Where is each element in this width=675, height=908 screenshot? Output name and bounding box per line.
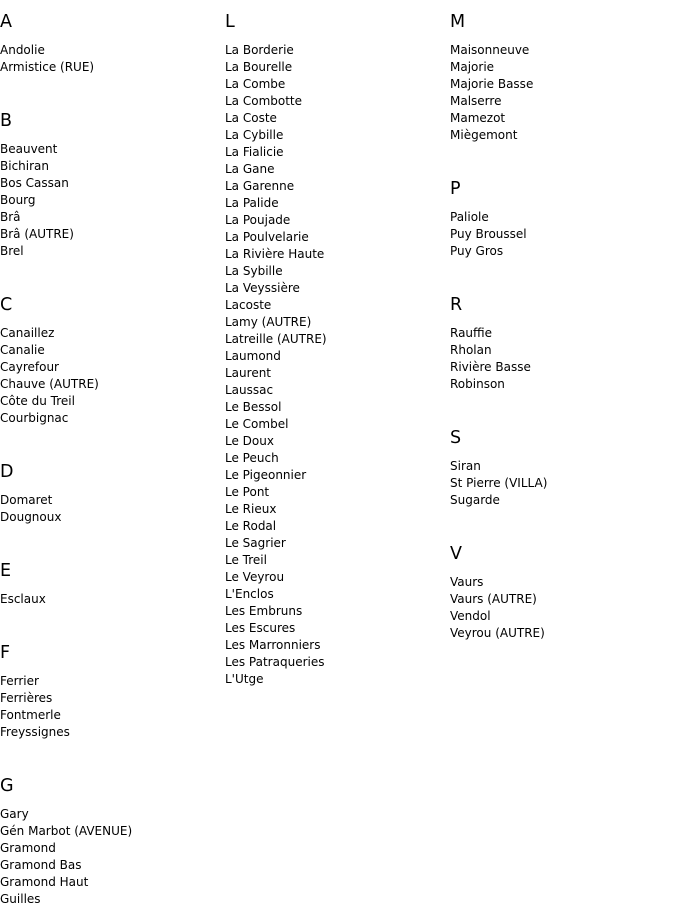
list-item: Gramond Bas [0, 858, 82, 872]
list-item: La Rivière Haute [225, 247, 325, 261]
list-item: Majorie Basse [450, 77, 534, 91]
list-item: La Bourelle [225, 60, 293, 74]
list-item: Bourg [0, 193, 36, 207]
list-item: Paliole [450, 210, 489, 224]
name-list [0, 315, 215, 427]
list-item: Le Combel [225, 417, 289, 431]
letter-group-d [0, 450, 215, 549]
list-item: Canalie [0, 343, 45, 357]
list-item: Lamy (AUTRE) [225, 315, 312, 329]
list-item: Le Rodal [225, 519, 277, 533]
list-item: La Veyssière [225, 281, 300, 295]
column-2 [225, 0, 440, 688]
group-spacer [450, 144, 665, 167]
letter-heading: F [0, 643, 11, 663]
list-item: Laumond [225, 349, 281, 363]
list-item: Puy Broussel [450, 227, 527, 241]
name-list [0, 131, 215, 260]
list-item: Le Sagrier [225, 536, 286, 550]
column-1 [0, 0, 215, 908]
letter-heading: R [450, 295, 463, 315]
list-item: Rivière Basse [450, 360, 531, 374]
list-item: Les Marronniers [225, 638, 321, 652]
list-item: Brâ [0, 210, 21, 224]
letter-group-s [450, 416, 665, 532]
list-item: La Sybille [225, 264, 283, 278]
letter-group-b [0, 99, 215, 283]
list-item: Gary [0, 807, 29, 821]
group-spacer [0, 427, 215, 450]
list-item: Maisonneuve [450, 43, 530, 57]
list-item: La Combotte [225, 94, 303, 108]
list-item: Rauffie [450, 326, 493, 340]
name-list [0, 32, 215, 76]
letter-group-l [225, 0, 440, 688]
list-item: La Garenne [225, 179, 295, 193]
letter-group-g [0, 764, 215, 908]
list-item: Siran [450, 459, 481, 473]
list-item: Cayrefour [0, 360, 59, 374]
group-spacer [0, 741, 215, 764]
name-list [450, 564, 665, 642]
list-item: Malserre [450, 94, 502, 108]
name-list [0, 663, 215, 741]
list-item: La Poujade [225, 213, 291, 227]
list-item: Vendol [450, 609, 491, 623]
list-item: Le Pigeonnier [225, 468, 307, 482]
list-item: L'Utge [225, 672, 264, 686]
list-item: Lacoste [225, 298, 272, 312]
column-3 [450, 0, 665, 642]
list-item: La Cybille [225, 128, 284, 142]
list-item: La Borderie [225, 43, 294, 57]
list-item: Le Rieux [225, 502, 277, 516]
list-item: La Coste [225, 111, 277, 125]
list-item: Laussac [225, 383, 274, 397]
group-spacer [0, 76, 215, 99]
letter-group-e [0, 549, 215, 631]
list-item: Mamezot [450, 111, 506, 125]
list-item: Les Embruns [225, 604, 303, 618]
list-item: Domaret [0, 493, 53, 507]
list-item: St Pierre (VILLA) [450, 476, 548, 490]
name-list [450, 199, 665, 260]
list-item: Brel [0, 244, 24, 258]
list-item: Canaillez [0, 326, 55, 340]
list-item: Le Peuch [225, 451, 279, 465]
list-item: La Palide [225, 196, 279, 210]
list-item: Guilles [0, 892, 41, 906]
list-item: Beauvent [0, 142, 58, 156]
list-item: Laurent [225, 366, 272, 380]
name-list [450, 448, 665, 509]
group-spacer [0, 608, 215, 631]
list-item: Majorie [450, 60, 495, 74]
list-item: Puy Gros [450, 244, 504, 258]
list-item: La Combe [225, 77, 286, 91]
name-list [0, 581, 215, 608]
name-list [450, 315, 665, 393]
list-item: Armistice (RUE) [0, 60, 95, 74]
list-item: Fontmerle [0, 708, 61, 722]
group-spacer [450, 393, 665, 416]
list-item: Rholan [450, 343, 492, 357]
list-item: Les Patraqueries [225, 655, 325, 669]
letter-heading: L [225, 12, 235, 32]
letter-group-r [450, 283, 665, 416]
name-list [0, 482, 215, 526]
group-spacer [450, 509, 665, 532]
letter-heading: D [0, 462, 14, 482]
letter-heading: S [450, 428, 462, 448]
letter-heading: M [450, 12, 466, 32]
list-item: Ferrières [0, 691, 53, 705]
list-item: Vaurs [450, 575, 484, 589]
group-spacer [0, 260, 215, 283]
group-spacer [450, 260, 665, 283]
letter-group-c [0, 283, 215, 450]
letter-heading: C [0, 295, 13, 315]
list-item: La Gane [225, 162, 275, 176]
list-item: Bichiran [0, 159, 49, 173]
list-item: Latreille (AUTRE) [225, 332, 327, 346]
letter-heading: V [450, 544, 462, 564]
list-item: Gramond [0, 841, 56, 855]
name-list [450, 32, 665, 144]
letter-heading: B [0, 111, 13, 131]
list-item: Esclaux [0, 592, 46, 606]
list-item: Les Escures [225, 621, 296, 635]
letter-heading: E [0, 561, 12, 581]
letter-heading: G [0, 776, 14, 796]
letter-heading: P [450, 179, 461, 199]
name-list [0, 796, 215, 908]
list-item: La Poulvelarie [225, 230, 309, 244]
list-item: Chauve (AUTRE) [0, 377, 99, 391]
letter-group-a [0, 0, 215, 99]
list-item: Dougnoux [0, 510, 62, 524]
list-item: L'Enclos [225, 587, 274, 601]
list-item: Bos Cassan [0, 176, 69, 190]
letter-group-p [450, 167, 665, 283]
letter-group-v [450, 532, 665, 642]
list-item: Veyrou (AUTRE) [450, 626, 545, 640]
list-item: Vaurs (AUTRE) [450, 592, 537, 606]
letter-group-m [450, 0, 665, 167]
list-item: Freyssignes [0, 725, 70, 739]
list-item: Gramond Haut [0, 875, 89, 889]
group-spacer [0, 526, 215, 549]
list-item: Gén Marbot (AVENUE) [0, 824, 133, 838]
name-list [225, 32, 440, 688]
list-item: Le Pont [225, 485, 270, 499]
list-item: Miègemont [450, 128, 518, 142]
list-item: Le Doux [225, 434, 274, 448]
list-item: Robinson [450, 377, 505, 391]
list-item: Sugarde [450, 493, 500, 507]
list-item: Andolie [0, 43, 45, 57]
list-item: Le Bessol [225, 400, 282, 414]
letter-heading: A [0, 12, 12, 32]
list-item: La Fialicie [225, 145, 284, 159]
list-item: Le Treil [225, 553, 267, 567]
letter-group-f [0, 631, 215, 764]
list-item: Courbignac [0, 411, 69, 425]
list-item: Brâ (AUTRE) [0, 227, 74, 241]
list-item: Ferrier [0, 674, 39, 688]
list-item: Côte du Treil [0, 394, 75, 408]
list-item: Le Veyrou [225, 570, 285, 584]
